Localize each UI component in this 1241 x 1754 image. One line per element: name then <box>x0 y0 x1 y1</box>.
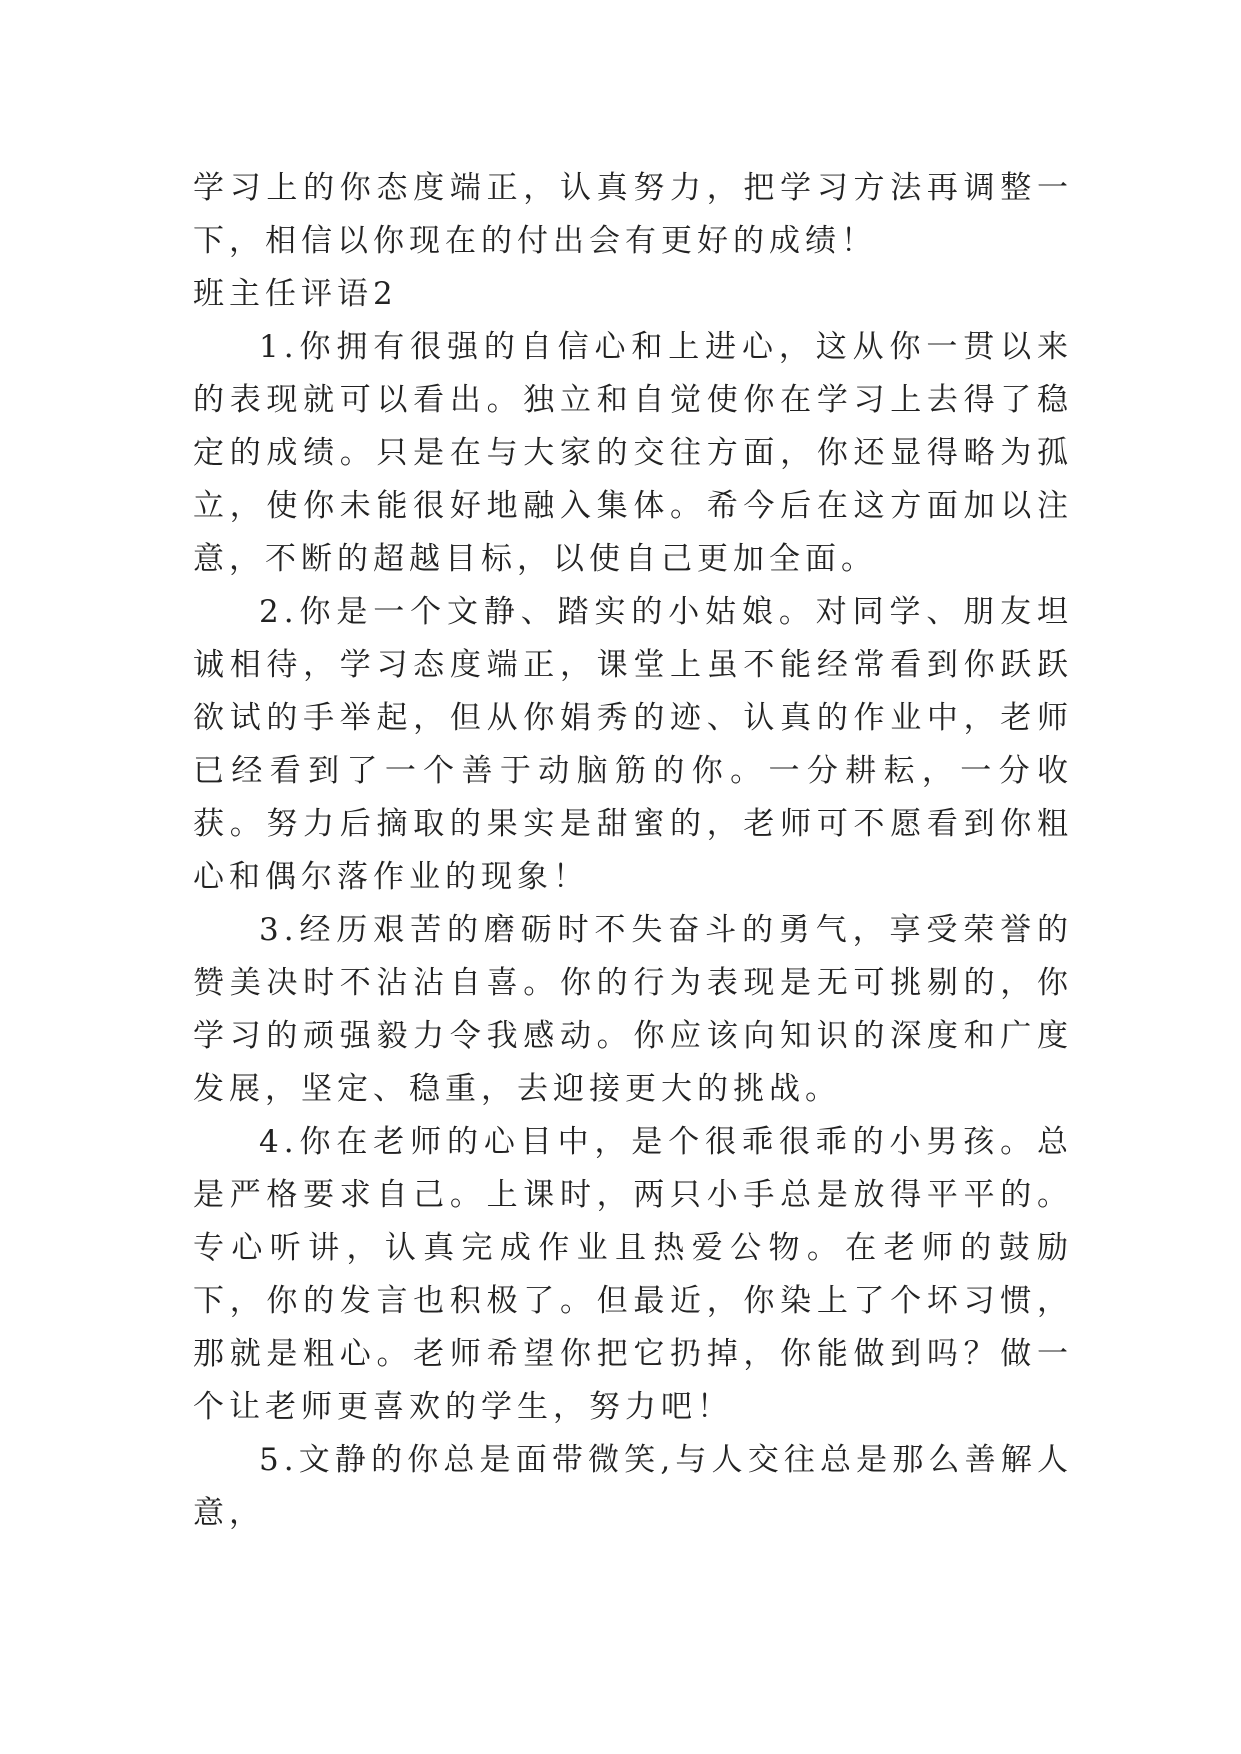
comment-item-5: 5.文静的你总是面带微笑,与人交往总是那么善解人意， <box>193 1442 1073 1531</box>
comment-item-3: 3.经历艰苦的磨砺时不失奋斗的勇气，享受荣誉的赞美决时不沾沾自喜。你的行为表现是无可挑剔的，你学习的顽强毅力令我感动。你应该向知识的深度和广度发展，坚定、稳重，去迎接更大的挑战。 <box>193 912 1073 1107</box>
document-body <box>193 162 1073 1540</box>
comment-item-4: 4.你在老师的心目中，是个很乖很乖的小男孩。总是严格要求自己。上课时，两只小手总是放得平平的。专心听讲，认真完成作业且热爱公物。在老师的鼓励下，你的发言也积极了。但最近，你染上了个坏习惯，那就是粗心。老师希望你把它扔掉，你能做到吗？做一个让老师更喜欢的学生，努力吧！ <box>193 1124 1073 1425</box>
comment-item-2: 2.你是一个文静、踏实的小姑娘。对同学、朋友坦诚相待，学习态度端正，课堂上虽不能经常看到你跃跃欲试的手举起，但从你娟秀的迹、认真的作业中，老师已经看到了一个善于动脑筋的你。一分耕耘，一分收获。努力后摘取的果实是甜蜜的，老师可不愿看到你粗心和偶尔落作业的现象！ <box>193 594 1073 895</box>
section-heading: 班主任评语2 <box>193 276 398 312</box>
intro-paragraph: 学习上的你态度端正，认真努力，把学习方法再调整一下，相信以你现在的付出会有更好的成绩！ <box>193 170 1073 259</box>
comment-item-1: 1.你拥有很强的自信心和上进心，这从你一贯以来的表现就可以看出。独立和自觉使你在学习上去得了稳定的成绩。只是在与大家的交往方面，你还显得略为孤立，使你未能很好地融入集体。希今后在这方面加以注意，不断的超越目标，以使自己更加全面。 <box>193 329 1073 577</box>
